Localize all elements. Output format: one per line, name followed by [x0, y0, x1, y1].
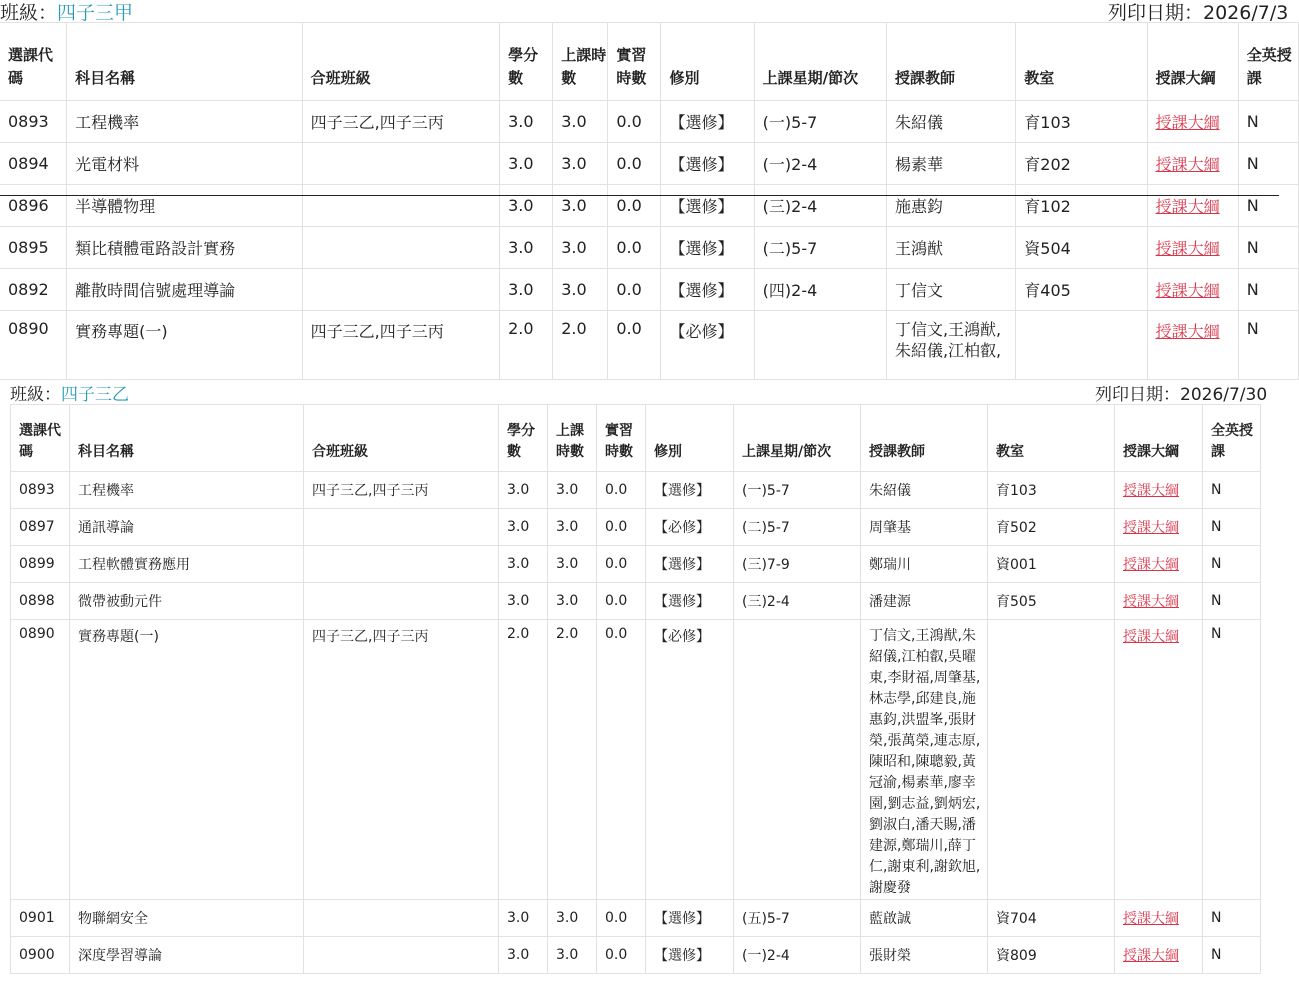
syllabus-link[interactable]: 授課大綱	[1123, 483, 1179, 499]
cell-type: 【選修】	[646, 937, 734, 974]
cell-type: 【選修】	[661, 143, 754, 185]
header-practice: 實習時數	[597, 405, 646, 472]
syllabus-link[interactable]: 授課大綱	[1123, 594, 1179, 610]
cell-room: 育103	[1016, 101, 1147, 143]
cell-teacher: 鄭瑞川	[861, 546, 988, 583]
class-section-1	[0, 0, 1292, 360]
cell-hours: 3.0	[553, 269, 608, 311]
cell-schedule: (三)2-4	[754, 185, 886, 227]
cell-code: 0894	[0, 143, 67, 185]
cell-hours: 3.0	[548, 472, 597, 509]
syllabus-link[interactable]: 授課大綱	[1155, 281, 1220, 300]
cell-room	[988, 620, 1115, 900]
table-row	[11, 900, 1261, 937]
syllabus-link[interactable]: 授課大綱	[1123, 948, 1179, 964]
cell-subject: 實務專題(一)	[67, 311, 303, 380]
syllabus-link[interactable]: 授課大綱	[1123, 911, 1179, 927]
table-row	[0, 227, 1299, 269]
class-label	[10, 380, 129, 405]
cell-subject: 通訊導論	[70, 509, 304, 546]
cell-room: 資504	[1016, 227, 1147, 269]
cell-credits: 3.0	[499, 546, 548, 583]
syllabus-link[interactable]: 授課大綱	[1155, 322, 1220, 341]
cell-syllabus	[1147, 101, 1238, 143]
cell-subject: 微帶被動元件	[70, 583, 304, 620]
cell-teacher: 丁信文,王鴻猷,朱紹儀,江柏叡,	[886, 311, 1015, 380]
table-row	[11, 937, 1261, 974]
header-practice: 實習時數	[608, 23, 661, 101]
cell-english: N	[1238, 311, 1298, 380]
course-table	[0, 22, 1299, 380]
cell-practice: 0.0	[608, 311, 661, 380]
cell-subject: 工程機率	[70, 472, 304, 509]
cell-room: 育405	[1016, 269, 1147, 311]
cell-subject: 工程軟體實務應用	[70, 546, 304, 583]
cell-subject: 物聯網安全	[70, 900, 304, 937]
cell-practice: 0.0	[608, 269, 661, 311]
cell-hours: 3.0	[548, 900, 597, 937]
cell-practice: 0.0	[597, 900, 646, 937]
cell-room: 育202	[1016, 143, 1147, 185]
cell-syllabus	[1115, 472, 1203, 509]
table-row	[11, 472, 1261, 509]
table-row	[0, 101, 1299, 143]
cell-english: N	[1203, 620, 1261, 900]
cell-credits: 3.0	[499, 900, 548, 937]
cell-practice: 0.0	[608, 185, 661, 227]
cell-syllabus	[1115, 583, 1203, 620]
cell-combined: 四子三乙,四子三丙	[302, 101, 499, 143]
table-header-row	[11, 405, 1261, 472]
cell-code: 0892	[0, 269, 67, 311]
cell-teacher: 王鴻猷	[886, 227, 1015, 269]
cell-syllabus	[1147, 185, 1238, 227]
cell-room	[1016, 311, 1147, 380]
cell-english: N	[1238, 227, 1298, 269]
header-teacher: 授課教師	[886, 23, 1015, 101]
cell-combined	[302, 185, 499, 227]
cell-english: N	[1238, 101, 1298, 143]
cell-combined: 四子三乙,四子三丙	[304, 472, 499, 509]
cell-schedule: (三)7-9	[734, 546, 861, 583]
cell-hours: 3.0	[548, 937, 597, 974]
cell-schedule	[754, 311, 886, 380]
cell-combined	[304, 509, 499, 546]
table-row	[11, 509, 1261, 546]
cell-teacher: 周肇基	[861, 509, 988, 546]
cell-schedule	[734, 620, 861, 900]
cell-practice: 0.0	[597, 583, 646, 620]
cell-schedule: (四)2-4	[754, 269, 886, 311]
cell-code: 0896	[0, 185, 67, 227]
cell-schedule: (五)5-7	[734, 900, 861, 937]
class-prefix: 班級：	[10, 385, 61, 405]
class-name: 四子三甲	[57, 2, 134, 24]
cell-room: 育505	[988, 583, 1115, 620]
cell-schedule: (一)5-7	[754, 101, 886, 143]
cell-credits: 3.0	[500, 185, 553, 227]
cell-schedule: (一)2-4	[754, 143, 886, 185]
cell-teacher: 施惠鈞	[886, 185, 1015, 227]
cell-subject: 實務專題(一)	[70, 620, 304, 900]
cell-english: N	[1203, 509, 1261, 546]
cell-credits: 3.0	[500, 101, 553, 143]
table-row	[0, 143, 1299, 185]
class-name: 四子三乙	[61, 385, 129, 405]
cell-practice: 0.0	[597, 509, 646, 546]
header-type: 修別	[661, 23, 754, 101]
cell-practice: 0.0	[608, 143, 661, 185]
cell-type: 【選修】	[646, 900, 734, 937]
cell-hours: 3.0	[553, 185, 608, 227]
cell-combined	[302, 227, 499, 269]
cell-type: 【選修】	[646, 546, 734, 583]
header-schedule: 上課星期/節次	[754, 23, 886, 101]
cell-english: N	[1203, 937, 1261, 974]
table-header-row	[0, 23, 1299, 101]
cell-code: 0893	[0, 101, 67, 143]
cell-combined: 四子三乙,四子三丙	[302, 311, 499, 380]
cell-combined	[304, 937, 499, 974]
cell-syllabus	[1147, 269, 1238, 311]
cell-room: 資001	[988, 546, 1115, 583]
header-code: 選課代碼	[0, 23, 67, 101]
header-credits: 學分數	[500, 23, 553, 101]
cell-teacher: 丁信文,王鴻猷,朱紹儀,江柏叡,吳曜東,李財福,周肇基,林志學,邱建良,施惠鈞,洪盟峯,張財榮,張萬榮,連志原,陳昭和,陳聰毅,黃冠渝,楊素華,廖幸園,劉志益,劉炳宏,劉淑白,潘天賜,潘建源,鄭瑞川,薛丁仁,謝東利,謝欽旭,謝慶發	[861, 620, 988, 900]
header-room: 教室	[1016, 23, 1147, 101]
header-combined: 合班班級	[302, 23, 499, 101]
header-english: 全英授課	[1203, 405, 1261, 472]
course-table	[10, 404, 1261, 974]
header-hours: 上課時數	[553, 23, 608, 101]
cell-combined	[304, 546, 499, 583]
cell-credits: 3.0	[499, 472, 548, 509]
cell-syllabus	[1147, 311, 1238, 380]
cell-syllabus	[1147, 143, 1238, 185]
cell-code: 0890	[11, 620, 70, 900]
cell-code: 0901	[11, 900, 70, 937]
cell-teacher: 張財榮	[861, 937, 988, 974]
cell-hours: 3.0	[553, 143, 608, 185]
cell-schedule: (一)5-7	[734, 472, 861, 509]
cell-code: 0897	[11, 509, 70, 546]
cell-practice: 0.0	[597, 937, 646, 974]
class-prefix: 班級：	[0, 2, 58, 24]
cell-teacher: 楊素華	[886, 143, 1015, 185]
cell-type: 【選修】	[661, 101, 754, 143]
cell-subject: 深度學習導論	[70, 937, 304, 974]
cell-schedule: (三)2-4	[734, 583, 861, 620]
cell-hours: 2.0	[548, 620, 597, 900]
table-row	[11, 583, 1261, 620]
header-syllabus: 授課大綱	[1115, 405, 1203, 472]
cell-english: N	[1238, 143, 1298, 185]
cell-hours: 3.0	[553, 227, 608, 269]
cell-english: N	[1238, 269, 1298, 311]
cell-teacher: 朱紹儀	[861, 472, 988, 509]
cell-room: 育102	[1016, 185, 1147, 227]
header-hours: 上課時數	[548, 405, 597, 472]
cell-code: 0893	[11, 472, 70, 509]
cell-credits: 2.0	[500, 311, 553, 380]
cell-hours: 3.0	[553, 101, 608, 143]
header-subject: 科目名稱	[70, 405, 304, 472]
cell-hours: 3.0	[548, 509, 597, 546]
cell-combined	[302, 143, 499, 185]
cell-code: 0890	[0, 311, 67, 380]
syllabus-link[interactable]: 授課大綱	[1155, 239, 1220, 258]
cell-type: 【必修】	[661, 311, 754, 380]
cell-teacher: 朱紹儀	[886, 101, 1015, 143]
syllabus-link[interactable]: 授課大綱	[1155, 113, 1220, 132]
cell-subject: 半導體物理	[67, 185, 303, 227]
header-combined: 合班班級	[304, 405, 499, 472]
cell-english: N	[1203, 583, 1261, 620]
cell-practice: 0.0	[608, 227, 661, 269]
cell-hours: 3.0	[548, 546, 597, 583]
cell-credits: 3.0	[500, 269, 553, 311]
cell-schedule: (二)5-7	[734, 509, 861, 546]
header-syllabus: 授課大綱	[1147, 23, 1238, 101]
header-room: 教室	[988, 405, 1115, 472]
cell-teacher: 潘建源	[861, 583, 988, 620]
cell-credits: 2.0	[499, 620, 548, 900]
cell-room: 資809	[988, 937, 1115, 974]
syllabus-link[interactable]: 授課大綱	[1123, 629, 1179, 645]
header-english: 全英授課	[1238, 23, 1298, 101]
print-date: 列印日期：2026/7/3	[1108, 2, 1289, 24]
print-date: 列印日期：2026/7/30	[1095, 385, 1268, 405]
syllabus-link[interactable]: 授課大綱	[1155, 155, 1220, 174]
cell-type: 【必修】	[646, 620, 734, 900]
cell-practice: 0.0	[597, 546, 646, 583]
class-section-2	[0, 378, 1279, 978]
cell-type: 【選修】	[661, 227, 754, 269]
cell-combined	[304, 900, 499, 937]
header-credits: 學分數	[499, 405, 548, 472]
cell-subject: 工程機率	[67, 101, 303, 143]
cell-type: 【選修】	[661, 185, 754, 227]
cell-english: N	[1203, 472, 1261, 509]
cell-combined	[302, 269, 499, 311]
cell-type: 【必修】	[646, 509, 734, 546]
cell-credits: 3.0	[499, 509, 548, 546]
table-row	[11, 546, 1261, 583]
header-subject: 科目名稱	[67, 23, 303, 101]
header-code: 選課代碼	[11, 405, 70, 472]
cell-syllabus	[1115, 900, 1203, 937]
table-row	[0, 311, 1299, 380]
cell-english: N	[1238, 185, 1298, 227]
cell-practice: 0.0	[597, 472, 646, 509]
cell-subject: 類比積體電路設計實務	[67, 227, 303, 269]
cell-syllabus	[1115, 620, 1203, 900]
cell-code: 0900	[11, 937, 70, 974]
syllabus-link[interactable]: 授課大綱	[1123, 557, 1179, 573]
cell-credits: 3.0	[499, 937, 548, 974]
cell-combined	[304, 583, 499, 620]
cell-teacher: 丁信文	[886, 269, 1015, 311]
cell-code: 0895	[0, 227, 67, 269]
cell-credits: 3.0	[500, 143, 553, 185]
cell-english: N	[1203, 546, 1261, 583]
cell-code: 0899	[11, 546, 70, 583]
header-schedule: 上課星期/節次	[734, 405, 861, 472]
header-type: 修別	[646, 405, 734, 472]
cell-combined: 四子三乙,四子三丙	[304, 620, 499, 900]
cell-teacher: 藍啟誠	[861, 900, 988, 937]
table-row	[0, 269, 1299, 311]
cell-type: 【選修】	[661, 269, 754, 311]
cell-code: 0898	[11, 583, 70, 620]
cell-english: N	[1203, 900, 1261, 937]
header-teacher: 授課教師	[861, 405, 988, 472]
table-row-struck	[0, 185, 1299, 227]
cell-syllabus	[1115, 937, 1203, 974]
cell-syllabus	[1115, 546, 1203, 583]
cell-practice: 0.0	[597, 620, 646, 900]
cell-credits: 3.0	[499, 583, 548, 620]
cell-subject: 離散時間信號處理導論	[67, 269, 303, 311]
cell-room: 育103	[988, 472, 1115, 509]
cell-room: 資704	[988, 900, 1115, 937]
cell-syllabus	[1115, 509, 1203, 546]
syllabus-link[interactable]: 授課大綱	[1123, 520, 1179, 536]
cell-subject: 光電材料	[67, 143, 303, 185]
cell-syllabus	[1147, 227, 1238, 269]
cell-hours: 2.0	[553, 311, 608, 380]
cell-type: 【選修】	[646, 472, 734, 509]
cell-room: 育502	[988, 509, 1115, 546]
cell-credits: 3.0	[500, 227, 553, 269]
strikethrough-line	[0, 195, 1279, 196]
cell-schedule: (二)5-7	[754, 227, 886, 269]
cell-schedule: (一)2-4	[734, 937, 861, 974]
cell-hours: 3.0	[548, 583, 597, 620]
table-row	[11, 620, 1261, 900]
cell-type: 【選修】	[646, 583, 734, 620]
cell-practice: 0.0	[608, 101, 661, 143]
syllabus-link[interactable]: 授課大綱	[1155, 197, 1220, 216]
